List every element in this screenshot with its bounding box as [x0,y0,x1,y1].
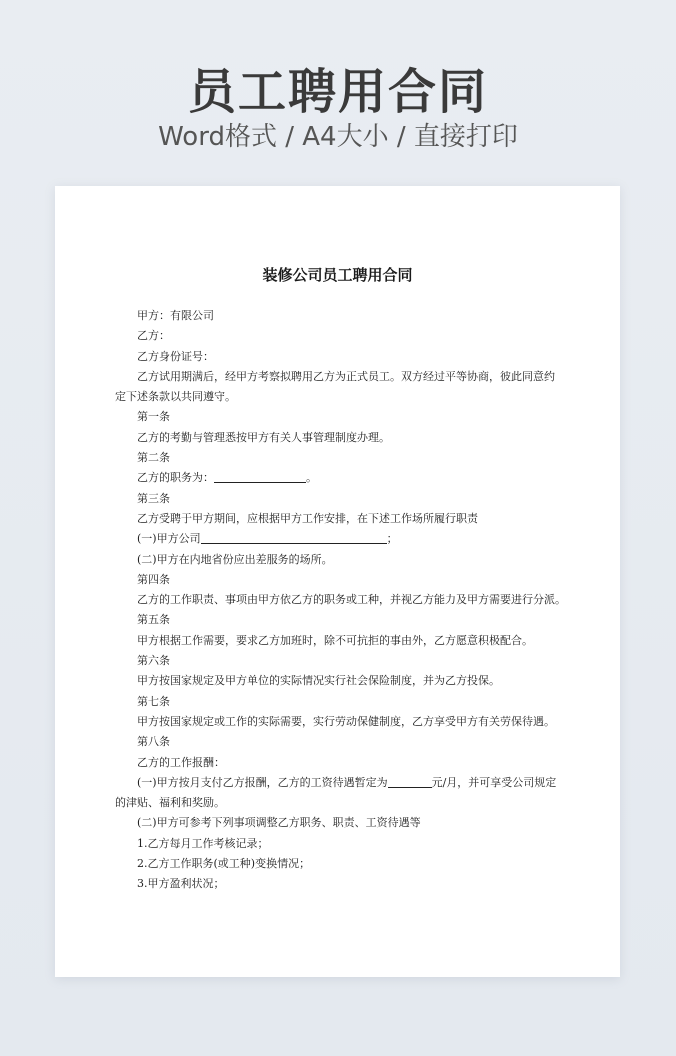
article-2-prefix: 乙方的职务为： [137,471,214,485]
intro-line-1: 乙方试用期满后，经甲方考察拟聘用乙方为正式员工。双方经过平等协商，彼此同意约 [137,369,555,383]
article-2-heading: 第二条 [137,451,170,465]
article-8-text: 乙方的工作报酬： [137,755,225,769]
article-5-heading: 第五条 [137,613,170,627]
workplace-blank [201,531,387,544]
article-8-sub-1: 1.乙方每月工作考核记录； [137,836,269,850]
intro-line-2: 定下述条款以共同遵守。 [115,390,236,404]
article-8-sub-2: 2.乙方工作职务(或工种)变换情况； [137,857,311,871]
article-8-item-1-suffix: 元/月，并可享受公司规定 [431,775,557,789]
article-1-heading: 第一条 [137,410,170,424]
party-b-id-line: 乙方身份证号： [137,349,214,363]
article-8-item-2: (二)甲方可参考下列事项调整乙方职务、职责、工资待遇等 [137,816,421,830]
article-2-suffix: 。 [306,471,317,485]
document-page [55,186,620,977]
article-2-text [115,468,562,488]
article-7-heading: 第七条 [137,694,170,708]
position-blank [214,470,306,483]
article-1-text: 乙方的考勤与管理悉按甲方有关人事管理制度办理。 [137,430,390,444]
article-3-item-1-prefix: (一)甲方公司 [137,532,201,546]
article-8-item-1-cont: 的津贴、福利和奖励。 [115,796,225,810]
salary-blank [388,775,432,788]
article-7-text: 甲方按国家规定或工作的实际需要，实行劳动保健制度，乙方享受甲方有关劳保待遇。 [137,714,555,728]
document-title: 装修公司员工聘用合同 [262,266,413,284]
article-4-heading: 第四条 [137,572,170,586]
page-title: 员工聘用合同 [187,64,488,120]
article-3-text: 乙方受聘于甲方期间，应根据甲方工作安排，在下述工作场所履行职责 [137,511,478,525]
article-3-item-1-suffix: ； [386,532,398,546]
article-6-heading: 第六条 [137,654,170,668]
article-8-heading: 第八条 [137,735,170,749]
article-6-text: 甲方按国家规定及甲方单位的实际情况实行社会保险制度，并为乙方投保。 [137,674,500,688]
party-b-line: 乙方： [137,329,170,343]
document-body [115,306,566,895]
article-3-item-2: (二)甲方在内地省份应出差服务的场所。 [137,552,333,566]
article-8-item-1-prefix: (一)甲方按月支付乙方报酬，乙方的工资待遇暂定为 [137,775,388,789]
article-3-item-1 [115,529,562,549]
article-3-heading: 第三条 [137,491,170,505]
article-8-sub-3: 3.甲方盈利状况； [137,877,225,891]
article-4-text: 乙方的工作职责、事项由甲方依乙方的职务或工种，并视乙方能力及甲方需要进行分派。 [137,593,566,607]
page-subtitle: Word格式 / A4大小 / 直接打印 [158,122,518,152]
article-8-item-1 [115,773,562,793]
article-5-text: 甲方根据工作需要，要求乙方加班时，除不可抗拒的事由外，乙方愿意积极配合。 [137,633,533,647]
party-a-line: 甲方：有限公司 [137,309,214,322]
